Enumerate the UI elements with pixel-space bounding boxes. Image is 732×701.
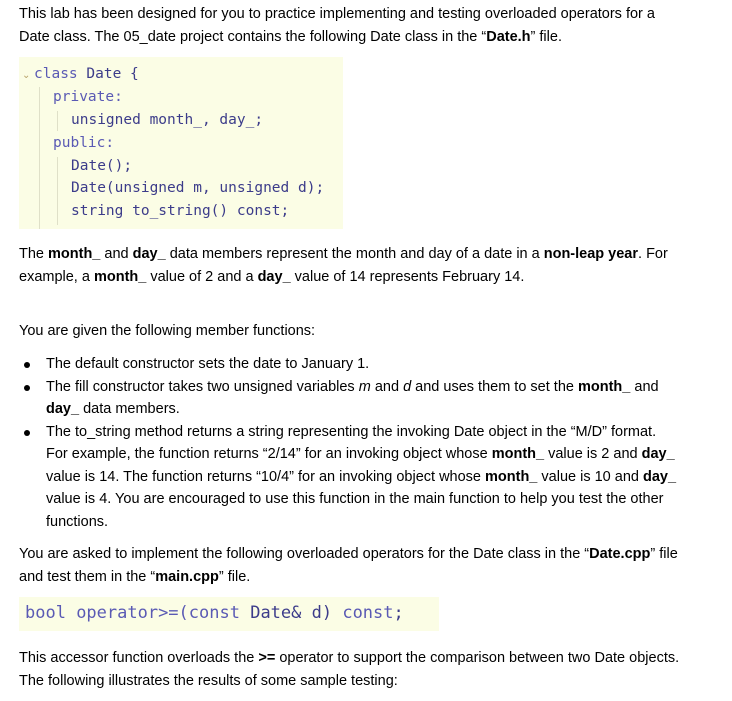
keyword: const (188, 603, 240, 623)
code-text: const (236, 203, 281, 219)
text: example, a (19, 269, 94, 285)
code-text: string to_string() (71, 203, 237, 219)
keyword: class (34, 66, 78, 82)
bold-term: month_ (578, 378, 631, 395)
text: and test them in the “ (19, 569, 156, 585)
code-text: d); (289, 180, 325, 196)
text: data members represent the month and day of a date in a (165, 246, 544, 262)
italic-var: d (403, 378, 412, 395)
text: and (630, 378, 659, 395)
members-paragraph (19, 243, 719, 289)
intro-text: Date class. The 05_date project contains the following Date class in the “ (19, 29, 487, 45)
list-item (19, 376, 719, 421)
code-text: Date( (71, 180, 115, 196)
text: You are asked to implement the following overloaded operators for the Date class in the “ (19, 546, 590, 562)
bold-term: day_ (641, 446, 675, 462)
text: The fill constructor takes two unsigned variables (46, 378, 359, 395)
bullet-icon (24, 430, 30, 436)
intro-text: ” file. (530, 29, 562, 45)
text: and uses them to set the (411, 378, 578, 395)
keyword: bool (25, 603, 66, 623)
text: value of 14 represents February 14. (290, 269, 525, 285)
operator-symbol: >= (258, 650, 276, 666)
text: functions. (46, 513, 109, 530)
code-text: operator>=( (65, 603, 189, 623)
text: value is 14. The function returns “10/4” for an invoking object whose (46, 468, 486, 485)
text: value is 4. You are encouraged to use this function in the main function to help you test the other (46, 491, 664, 507)
text: The to_string method returns a string representing the invoking Date object in the “M/D” format. (46, 423, 657, 440)
operator-signature (25, 603, 404, 623)
class-code-block (19, 57, 343, 229)
code-line (71, 178, 324, 198)
bold-term: month_ (491, 446, 545, 462)
code-text: Date& d) (239, 603, 343, 623)
code-text: ; (393, 603, 404, 623)
text: value of 2 and a (146, 269, 258, 285)
text: The following illustrates the results of some sample testing: (19, 673, 398, 689)
list-item (19, 421, 719, 534)
code-line: public: (53, 135, 115, 151)
code-line: unsigned month_, day_; (71, 112, 264, 128)
italic-var: m (358, 378, 371, 395)
operator-signature-block (19, 597, 439, 631)
keyword: const (342, 603, 394, 623)
member-function-list (19, 353, 719, 533)
code-text: ; (280, 203, 290, 219)
bullet-icon (24, 362, 30, 368)
filename-main-cpp: main.cpp (155, 569, 219, 585)
code-text: unsigned (114, 180, 185, 196)
fold-arrow-icon[interactable]: ⌄ (22, 70, 31, 81)
accessor-paragraph (19, 647, 719, 693)
text: data members. (79, 401, 180, 417)
text: ” file. (218, 569, 251, 585)
code-line: private: (53, 89, 123, 105)
intro-paragraph (19, 3, 719, 49)
code-line (34, 64, 139, 84)
code-text: m, (184, 180, 220, 196)
indent-guide (39, 87, 40, 229)
text: operator to support the comparison between two Date objects. (275, 650, 680, 666)
bold-term: non-leap year (543, 246, 639, 262)
text: The (19, 246, 49, 262)
code-line: Date(); (71, 158, 133, 174)
bold-term: day_ (132, 246, 166, 262)
asked-paragraph (19, 543, 719, 589)
text: value is 2 and (544, 446, 642, 462)
list-item (19, 353, 719, 376)
text: ” file (650, 546, 678, 562)
indent-guide (57, 111, 58, 131)
text: and (100, 246, 133, 262)
bold-term: month_ (93, 269, 147, 285)
bold-term: month_ (485, 468, 538, 485)
indent-guide (57, 157, 58, 225)
text: For example, the function returns “2/14” for an invoking object whose (46, 446, 492, 462)
text: This accessor function overloads the (19, 650, 259, 666)
text: value is 10 and (537, 468, 643, 485)
text: The default constructor sets the date to January 1. (46, 356, 370, 372)
code-text: Date { (77, 66, 139, 82)
bold-term: day_ (642, 468, 677, 485)
filename-date-cpp: Date.cpp (589, 546, 651, 562)
text: and (370, 378, 404, 395)
bold-term: day_ (46, 401, 80, 417)
text: . For (638, 246, 668, 262)
filename-date-h: Date.h (486, 29, 531, 45)
bullet-icon (24, 385, 30, 391)
bold-term: month_ (48, 246, 101, 262)
bold-term: day_ (257, 269, 291, 285)
given-heading: You are given the following member functions: (19, 323, 316, 339)
code-text: unsigned (219, 180, 290, 196)
intro-line-1: This lab has been designed for you to practice implementing and testing overloaded operators for a (19, 6, 655, 22)
code-line (71, 201, 289, 221)
